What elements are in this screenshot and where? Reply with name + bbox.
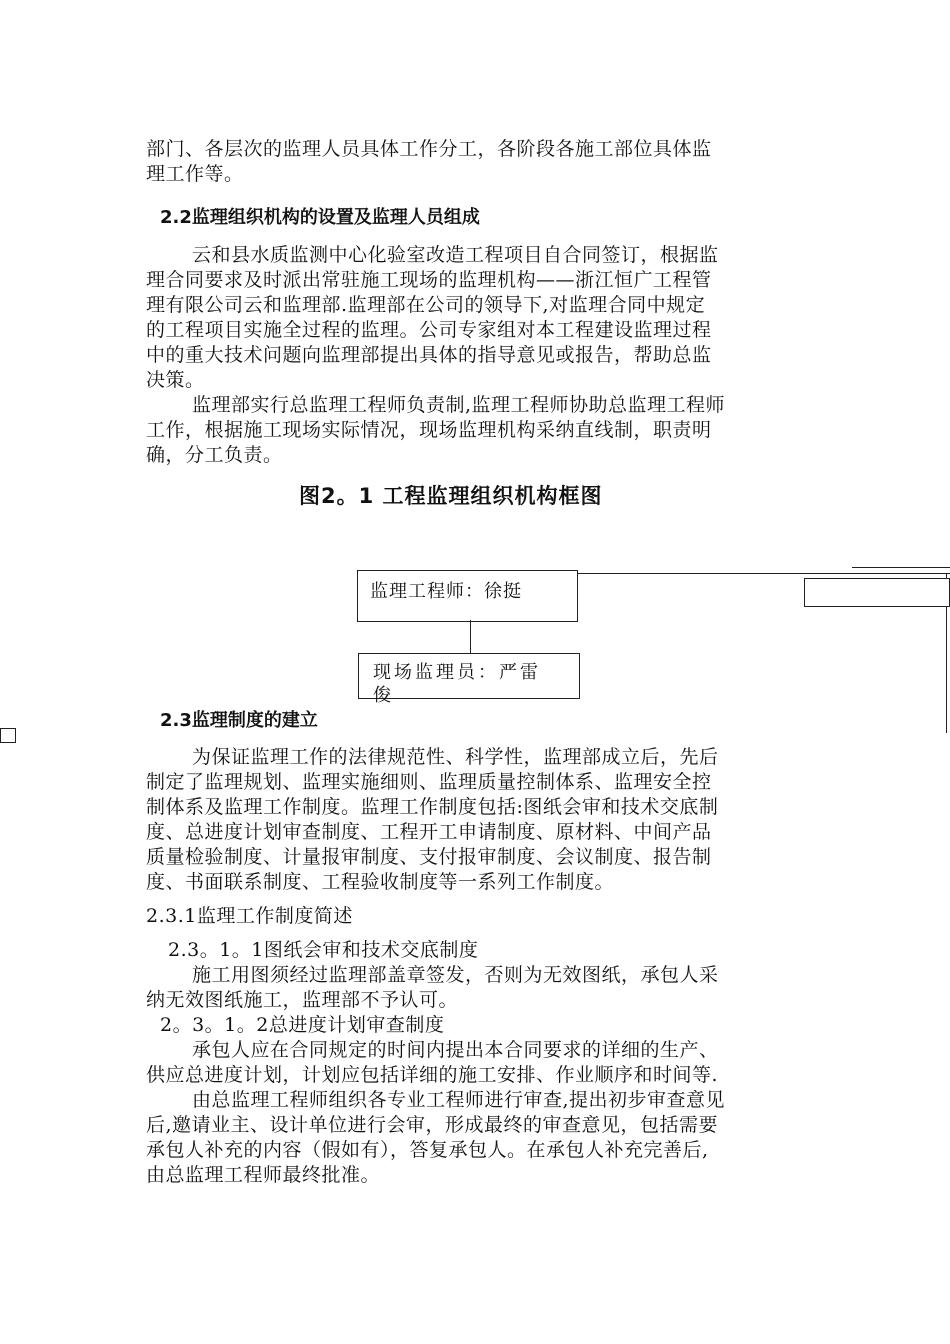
paragraph-line: 承包人补充的内容（假如有），答复承包人。在承包人补充完善后, bbox=[146, 1139, 709, 1161]
paragraph-line: 制体系及监理工作制度。监理工作制度包括:图纸会审和技术交底制 bbox=[146, 796, 719, 818]
paragraph-line: 施工用图须经过监理部盖章签发，否则为无效图纸，承包人采 bbox=[192, 964, 719, 986]
paragraph-line: 理合同要求及时派出常驻施工现场的监理机构——浙江恒广工程管 bbox=[146, 269, 712, 291]
paragraph-line: 由总监理工程师组织各专业工程师进行审查,提出初步审查意见 bbox=[192, 1089, 726, 1111]
subsection-heading: 2.3.1监理工作制度简述 bbox=[146, 905, 353, 927]
section-heading-2-3: 2.3监理制度的建立 bbox=[160, 710, 318, 731]
section-heading-2-2: 2.2监理组织机构的设置及监理人员组成 bbox=[160, 207, 480, 228]
org-box-engineer bbox=[357, 570, 578, 622]
subsection-heading: 2。3。1。2总进度计划审查制度 bbox=[160, 1014, 445, 1036]
paragraph-line: 由总监理工程师最终批准。 bbox=[146, 1164, 381, 1186]
org-box-staff bbox=[358, 653, 580, 706]
paragraph-line: 承包人应在合同规定的时间内提出本合同要求的详细的生产、 bbox=[192, 1039, 719, 1061]
paragraph-line: 决策。 bbox=[146, 369, 205, 391]
paragraph-line: 理有限公司云和监理部.监理部在公司的领导下,对监理合同中规定 bbox=[146, 294, 706, 316]
engineer-label: 监理工程师：徐挺 bbox=[370, 581, 522, 602]
paragraph-line: 质量检验制度、计量报审制度、支付报审制度、会议制度、报告制 bbox=[146, 846, 712, 868]
paragraph-line: 的工程项目实施全过程的监理。公司专家组对本工程建设监理过程 bbox=[146, 319, 712, 341]
connector-line bbox=[519, 573, 950, 574]
checkbox-marker bbox=[0, 728, 16, 743]
paragraph-line: 纳无效图纸施工，监理部不予认可。 bbox=[146, 989, 459, 1011]
staff-label: 现场监理员：严雷 bbox=[373, 662, 541, 683]
paragraph-line: 度、书面联系制度、工程验收制度等一系列工作制度。 bbox=[146, 871, 615, 893]
paragraph-line: 为保证监理工作的法律规范性、科学性，监理部成立后，先后 bbox=[192, 746, 719, 768]
paragraph-line: 后,邀请业主、设计单位进行会审，形成最终的审查意见，包括需要 bbox=[146, 1114, 719, 1136]
org-box-empty bbox=[804, 578, 950, 607]
paragraph-line: 云和县水质监测中心化验室改造工程项目自合同签订，根据监 bbox=[192, 244, 719, 266]
staff-label-cont: 俊 bbox=[373, 685, 392, 706]
paragraph-line: 中的重大技术问题向监理部提出具体的指导意见或报告，帮助总监 bbox=[146, 344, 712, 366]
paragraph-line: 度、总进度计划审查制度、工程开工申请制度、原材料、中间产品 bbox=[146, 821, 712, 843]
paragraph-line: 监理部实行总监理工程师负责制,监理工程师协助总监理工程师 bbox=[192, 394, 726, 416]
subsection-heading: 2.3。1。1图纸会审和技术交底制度 bbox=[168, 939, 479, 961]
intro-line: 部门、各层次的监理人员具体工作分工，各阶段各施工部位具体监 bbox=[146, 138, 712, 160]
paragraph-line: 供应总进度计划，计划应包括详细的施工安排、作业顺序和时间等. bbox=[146, 1064, 719, 1086]
figure-title: 图2。1 工程监理组织机构框图 bbox=[299, 484, 603, 508]
paragraph-line: 确，分工负责。 bbox=[146, 444, 283, 466]
paragraph-line: 制定了监理规划、监理实施细则、监理质量控制体系、监理安全控 bbox=[146, 771, 712, 793]
intro-line: 理工作等。 bbox=[146, 163, 244, 185]
connector-line bbox=[852, 567, 950, 568]
paragraph-line: 工作，根据施工现场实际情况，现场监理机构采纳直线制，职责明 bbox=[146, 419, 712, 441]
